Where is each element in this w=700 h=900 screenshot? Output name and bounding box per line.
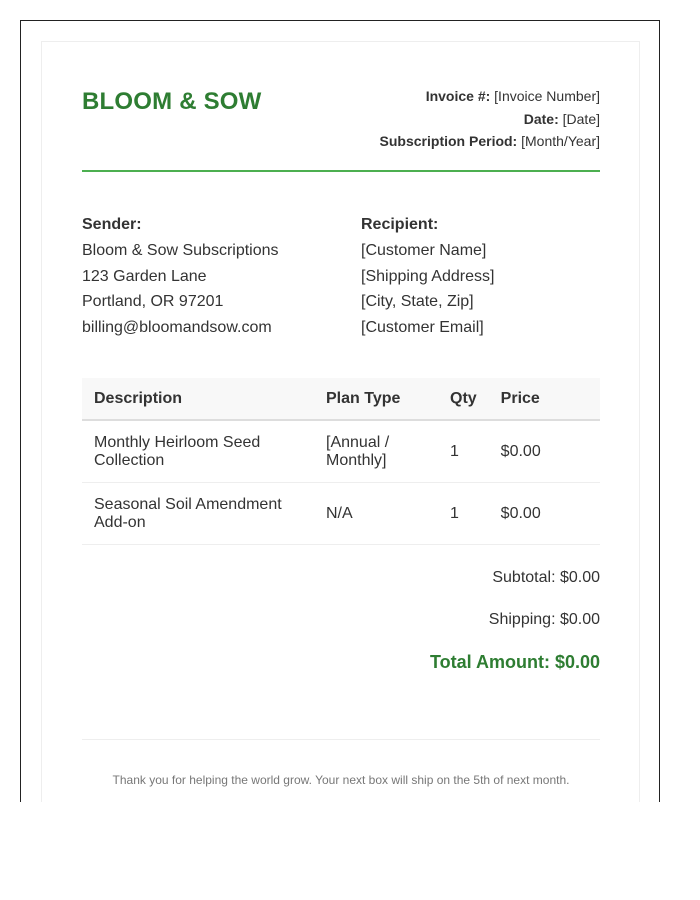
invoice-number-value: [Invoice Number]: [494, 88, 600, 104]
recipient-heading: Recipient:: [361, 216, 439, 233]
subscription-period-line: [380, 130, 600, 153]
column-header-plan-type: Plan Type: [314, 378, 438, 420]
invoice-header: [82, 82, 600, 172]
cell-price: $0.00: [489, 483, 600, 545]
brand-name: BLOOM & SOW: [82, 88, 262, 115]
invoice-meta: [380, 85, 600, 153]
sender-line: Bloom & Sow Subscriptions: [82, 241, 279, 259]
column-header-qty: Qty: [438, 378, 489, 420]
recipient-block: [361, 212, 494, 341]
sender-email: billing@bloomandsow.com: [82, 319, 272, 337]
table-row: [82, 483, 600, 545]
cell-plan-type: N/A: [314, 483, 438, 545]
invoice-date-label: Date:: [523, 110, 559, 127]
cell-qty: 1: [438, 420, 489, 483]
invoice-date-line: [380, 108, 600, 131]
recipient-line: [Shipping Address]: [361, 267, 495, 285]
column-header-price: Price: [489, 378, 600, 420]
recipient-line: [Customer Name]: [361, 241, 487, 259]
footer-note: [82, 739, 600, 787]
cell-qty: 1: [438, 483, 489, 545]
sender-line: 123 Garden Lane: [82, 267, 207, 285]
recipient-line: [City, State, Zip]: [361, 293, 474, 311]
invoice-date-value: [Date]: [562, 110, 600, 127]
sender-heading: Sender:: [82, 216, 142, 233]
cell-plan-type: [Annual / Monthly]: [314, 420, 438, 483]
cell-description: Seasonal Soil Amendment Add-on: [82, 483, 314, 545]
subtotal-line: Subtotal: $0.00: [492, 569, 600, 586]
subscription-period-value: [Month/Year]: [521, 133, 600, 149]
table-row: [82, 420, 600, 483]
totals-section: [430, 568, 600, 673]
invoice-number-line: [380, 85, 600, 108]
cell-description: Monthly Heirloom Seed Collection: [82, 420, 314, 483]
footer-message: Thank you for helping the world grow. Your next box will ship on the 5th of next month.: [112, 773, 570, 787]
shipping-line: Shipping: $0.00: [488, 611, 600, 628]
total-amount: Total Amount: $0.00: [429, 652, 600, 672]
line-items-table: [82, 378, 600, 545]
sender-block: [82, 212, 279, 341]
table-header-row: [82, 378, 600, 420]
recipient-email: [Customer Email]: [361, 319, 484, 337]
sender-line: Portland, OR 97201: [82, 293, 224, 311]
cell-price: $0.00: [489, 420, 600, 483]
column-header-description: Description: [82, 378, 314, 420]
parties-section: [82, 212, 600, 342]
invoice-number-label: Invoice #:: [425, 88, 491, 104]
subscription-period-label: Subscription Period:: [379, 133, 518, 149]
invoice-content: [82, 82, 600, 787]
